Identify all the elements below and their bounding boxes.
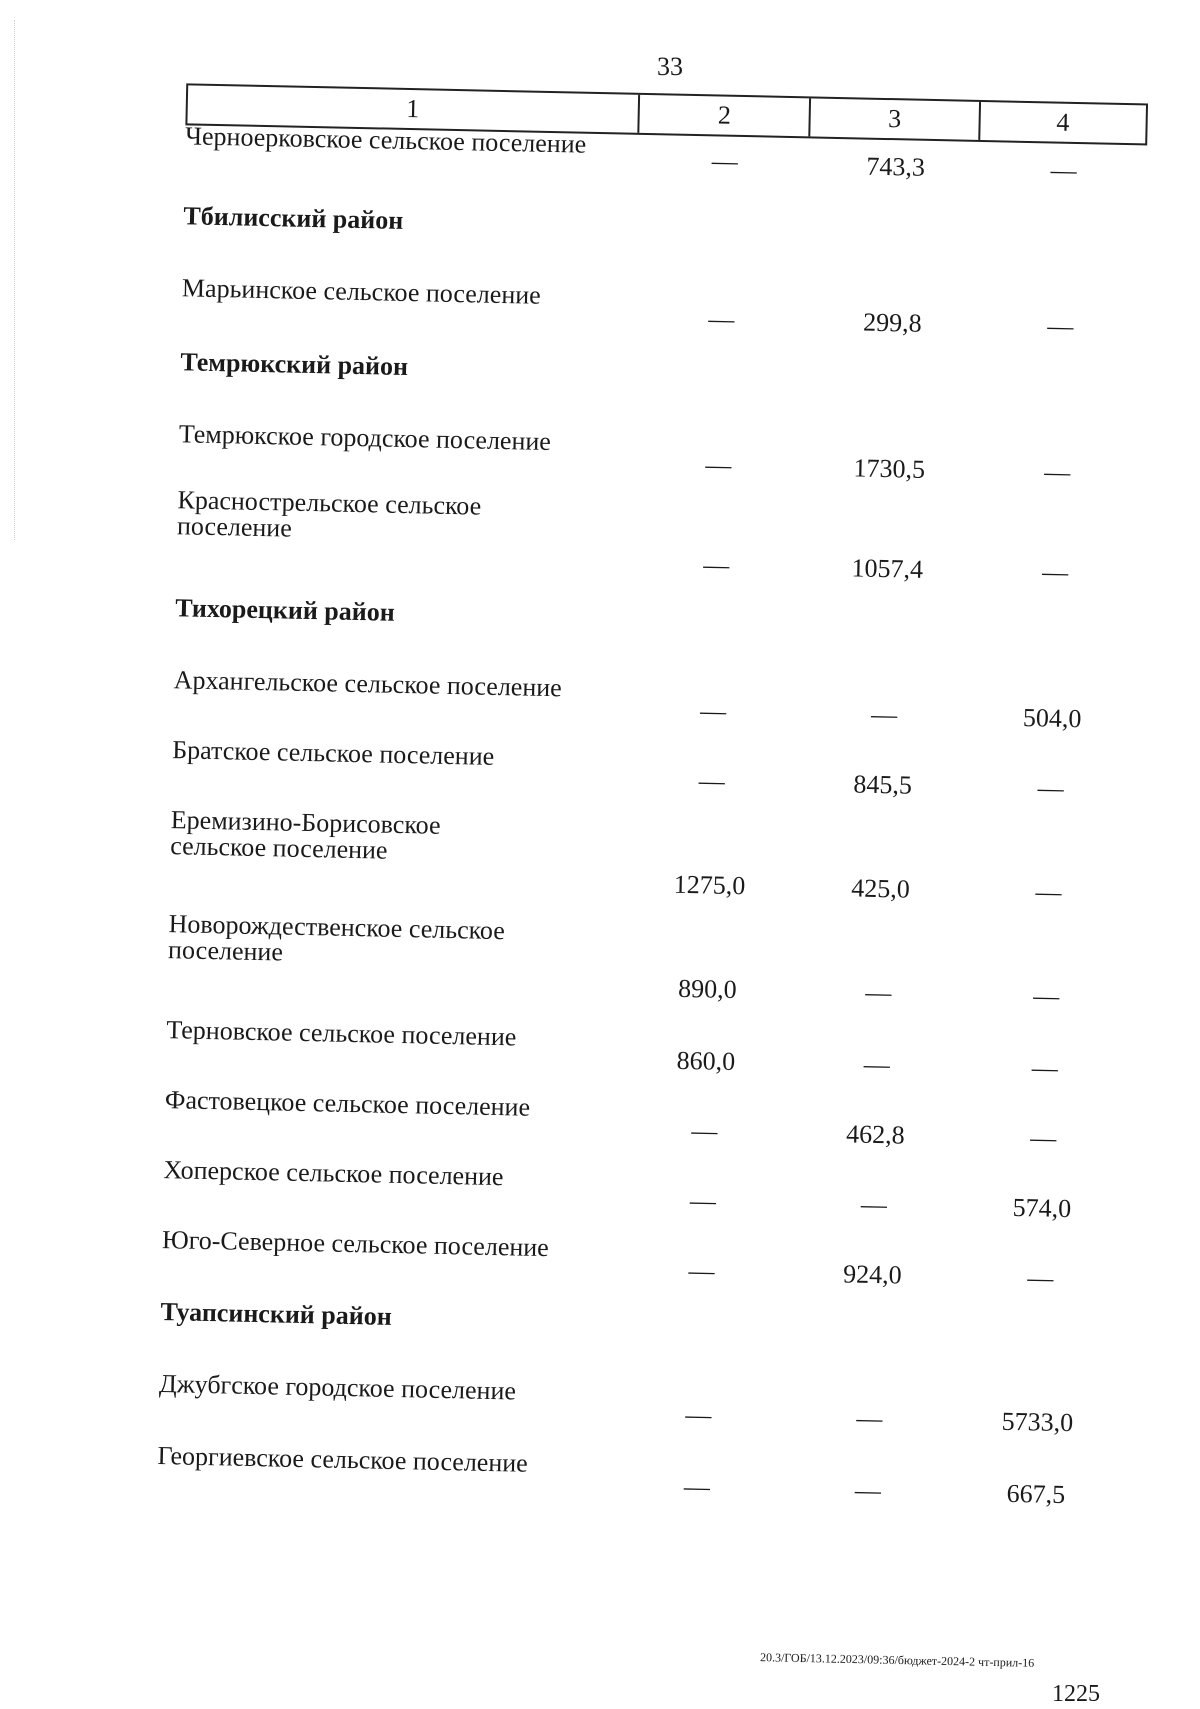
district-heading-row bbox=[174, 593, 1138, 627]
row-name: Черноерковское сельское поселение bbox=[184, 121, 587, 159]
district-heading-row bbox=[183, 201, 1146, 235]
row-value-col3: — bbox=[854, 1475, 882, 1506]
table-row bbox=[181, 273, 1144, 341]
table-row bbox=[173, 665, 1136, 734]
row-value-col2: 890,0 bbox=[677, 973, 737, 1005]
row-name: Еремизино-Борисовское сельское поселение bbox=[169, 805, 441, 865]
row-value-col2: 860,0 bbox=[676, 1045, 736, 1077]
row-value-col3: 299,8 bbox=[862, 307, 922, 338]
row-value-col2: 1275,0 bbox=[673, 869, 746, 901]
row-name: Марьинское сельское поселение bbox=[181, 273, 542, 310]
row-value-col4: — bbox=[1035, 877, 1062, 907]
row-name: Юго-Северное сельское поселение bbox=[161, 1225, 550, 1263]
row-value-col3: 425,0 bbox=[851, 873, 911, 904]
row-value-col3: 1057,4 bbox=[851, 553, 924, 584]
row-name: Краснострельское сельское поселение bbox=[176, 485, 482, 543]
table-row bbox=[167, 909, 1131, 1011]
row-value-col2: — bbox=[711, 146, 739, 176]
row-name: Братское сельское поселение bbox=[171, 735, 495, 771]
row-value-col3: — bbox=[860, 1189, 888, 1220]
footer-number: 1225 bbox=[1052, 1681, 1100, 1707]
table-row bbox=[161, 1225, 1124, 1293]
table-row bbox=[166, 1015, 1129, 1083]
row-value-col3: 462,8 bbox=[845, 1119, 905, 1150]
row-value-col4: 667,5 bbox=[1006, 1478, 1066, 1510]
row-name: Терновское сельское поселение bbox=[166, 1015, 517, 1052]
row-value-col3: 743,3 bbox=[866, 151, 926, 182]
header-cell-1: 1 bbox=[187, 85, 640, 132]
row-value-col2: — bbox=[688, 1256, 715, 1286]
row-value-col4: — bbox=[1041, 557, 1069, 587]
row-value-col2: — bbox=[683, 1472, 711, 1502]
row-value-col2: — bbox=[689, 1186, 717, 1216]
header-cell-2: 2 bbox=[639, 95, 811, 137]
row-value-col2: — bbox=[705, 450, 732, 480]
district-heading: Тбилисский район bbox=[183, 201, 404, 235]
row-name: Георгиевское сельское поселение bbox=[157, 1441, 529, 1478]
row-value-col3: — bbox=[863, 1049, 891, 1080]
row-name: Новорождественское сельское поселение bbox=[167, 909, 506, 967]
row-value-col4: — bbox=[1047, 311, 1074, 341]
row-value-col4: — bbox=[1030, 1123, 1057, 1153]
row-value-col3: 1730,5 bbox=[853, 453, 926, 484]
row-value-col2: — bbox=[708, 304, 735, 334]
table-row bbox=[176, 485, 1140, 587]
table-row bbox=[158, 1369, 1121, 1438]
document-code: 20.3/ГОБ/13.12.2023/09:36/бюджет-2024-2 чт-прил-16 bbox=[759, 1650, 1035, 1670]
table-row bbox=[171, 735, 1135, 803]
header-cell-4: 4 bbox=[1056, 107, 1070, 137]
row-value-col4: 574,0 bbox=[1012, 1192, 1072, 1224]
row-value-col3: — bbox=[865, 977, 892, 1008]
district-heading: Тихорецкий район bbox=[174, 593, 396, 627]
page-number: 33 bbox=[657, 52, 683, 81]
row-value-col4: — bbox=[1031, 1053, 1059, 1083]
table-row bbox=[157, 1441, 1120, 1510]
row-value-col3: — bbox=[856, 1403, 883, 1434]
row-value-col3: 845,5 bbox=[853, 769, 913, 800]
row-value-col3: — bbox=[870, 699, 898, 730]
table-row bbox=[164, 1085, 1127, 1153]
row-value-col4: — bbox=[1037, 773, 1064, 803]
row-value-col2: — bbox=[699, 696, 727, 726]
table-row bbox=[178, 419, 1141, 487]
row-value-col2: — bbox=[691, 1116, 718, 1146]
row-value-col4: — bbox=[1027, 1263, 1054, 1293]
row-name: Фастовецкое сельское поселение bbox=[164, 1085, 531, 1122]
row-value-col2: — bbox=[698, 766, 726, 796]
row-name: Темрюкское городское поселение bbox=[178, 419, 552, 457]
row-name: Джубгское городское поселение bbox=[158, 1369, 517, 1406]
row-name: Хоперское сельское поселение bbox=[163, 1155, 504, 1192]
row-value-col2: — bbox=[685, 1400, 712, 1430]
row-value-col4: — bbox=[1033, 981, 1060, 1011]
district-heading: Темрюкский район bbox=[180, 347, 409, 382]
header-cell-3: 3 bbox=[811, 98, 981, 140]
district-heading: Туапсинский район bbox=[160, 1297, 393, 1331]
table-row bbox=[163, 1155, 1126, 1224]
row-value-col3: 924,0 bbox=[842, 1259, 903, 1290]
district-heading-row bbox=[180, 347, 1143, 382]
row-value-col4: — bbox=[1050, 155, 1077, 185]
row-name: Архангельское сельское поселение bbox=[173, 665, 563, 703]
row-value-col4: 504,0 bbox=[1022, 702, 1082, 734]
row-value-col2: — bbox=[702, 550, 730, 580]
row-value-col4: 5733,0 bbox=[1001, 1406, 1074, 1438]
table-row bbox=[169, 805, 1133, 907]
district-heading-row bbox=[160, 1297, 1123, 1331]
row-value-col4: — bbox=[1044, 457, 1071, 487]
